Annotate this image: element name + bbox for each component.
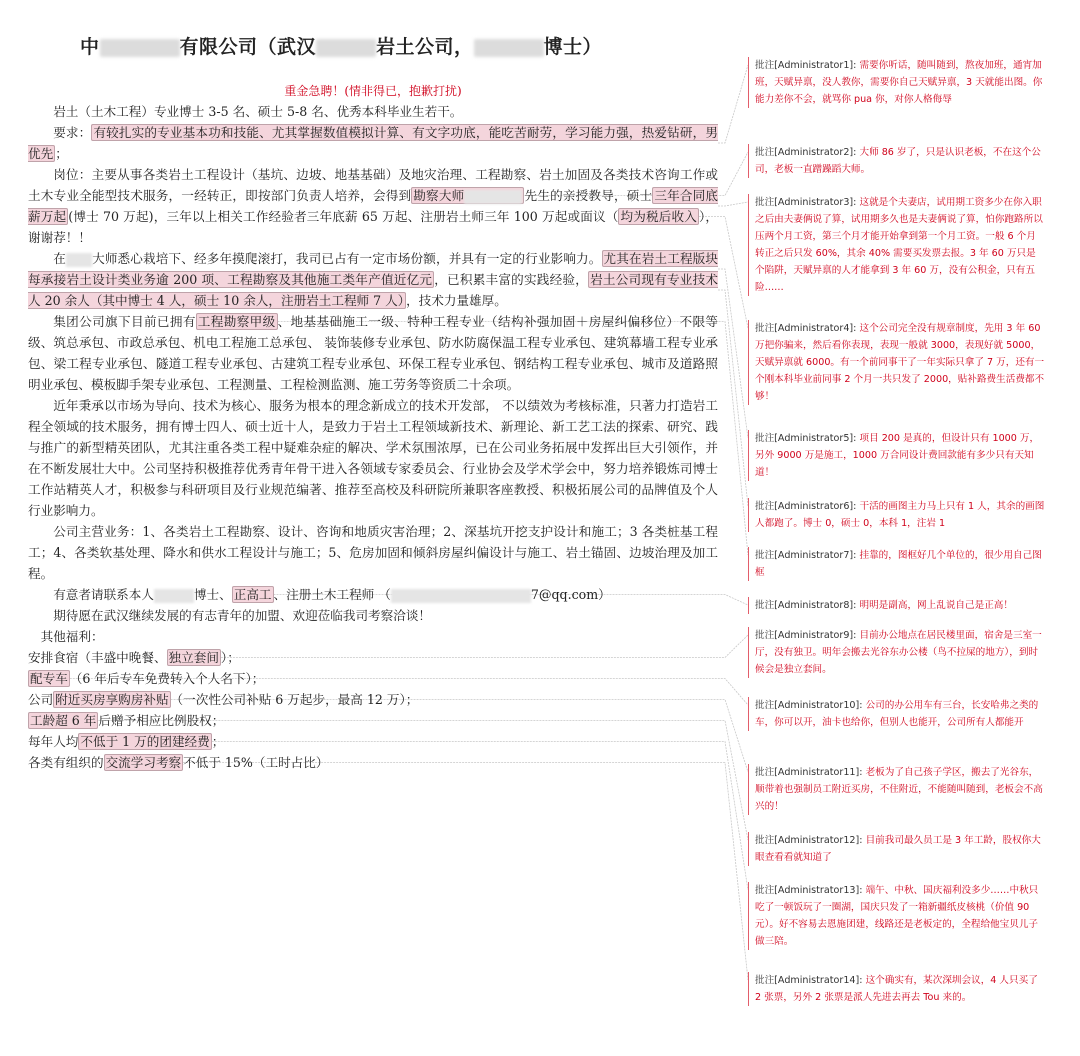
comment-author: 批注[Administrator3]: [755,197,857,208]
highlight-after-tax[interactable]: 均为税后收入 [620,209,697,224]
paragraph-benefits-heading: 其他福利： [40,629,104,644]
comment-text: 项目 200 是真的，但设计只有 1000 万，另外 9000 万是施工，1000 万合同设计费回款能有多少只有天知道！ [755,433,1040,478]
comment-author: 批注[Administrator4]: [755,323,857,334]
comment-author: 批注[Administrator12]: [755,835,863,846]
highlight-staff[interactable]: 岩土公司现有专业技术人 20 余人（其中博士 4 人，硕士 10 余人，注册岩土工程师 7 人） [28,272,719,308]
comment-text: 公司的办公用车有三台，长安哈弗之类的车，你可以开，油卡也给你，但别人也能开，公司所有人都能开 [755,700,1039,728]
comment-text: 大师 86 岁了，只是认识老板，不在这个公司，老板一直蹭躁蹈大师。 [755,147,1041,175]
comment-author: 批注[Administrator13]: [755,885,863,896]
highlight-study-trip[interactable]: 交流学习考察 [105,755,182,770]
comment-text: 这个确实有，某次深圳会议，4 人只买了 2 张票，另外 2 张票是派人先进去再去 Tou 来的。 [755,975,1038,1003]
connector-14 [183,763,748,981]
comment-3[interactable] [748,194,1045,296]
comment-14[interactable] [748,972,1045,1006]
connector-1 [718,65,748,143]
benefit-housing: 安排食宿（丰盛中晚餐、 独立套间 ）； [28,650,240,665]
highlight-teambuilding[interactable]: 不低于 1 万的团建经费 [80,734,210,749]
comment-author: 批注[Administrator11]: [755,767,863,778]
comment-6[interactable] [748,498,1045,532]
paragraph-qualifications: 集团公司旗下目前已拥有 工程勘察甲级 、地基基础施工一级、特种工程专业（结构补强加固＋房屋纠偏移位）不限等级、筑总承包、市政总承包、机电工程施工总承包、 装饰装修专业承包、防水防腐保温工程专业承包、建筑幕墙工程专业承包、梁工程专业承包、隧道工程专业承包、古建筑工程专业承包、环保工程专业承包、钢结构工程专业承包、城市及道路照明业承包、模板脚手架专业承包、工程测量、工程检测监测、施工劳务等资质二十余项。 [28,314,719,392]
comment-author: 批注[Administrator8]: [755,600,857,611]
benefit-equity: 工龄超 6 年 后赠予相应比例股权； [30,713,225,728]
comment-text: 目前办公地点在居民楼里面，宿舍是三室一厅，没有独卫。明年会搬去光谷东办公楼（鸟不拉屎的地方），到时候会是独立套间。 [755,630,1042,675]
highlight-projects[interactable]: 尤其在岩土工程版块每承接岩土设计类业务逾 200 项、工程勘察及其他施工类年产值近亿元 [28,251,719,287]
highlight-house-subsidy[interactable]: 附近买房享购房补贴 [55,692,169,707]
paragraph-history: 在 大师悉心栽培下、经多年摸爬滚打，我司已占有一定市场份额，并具有一定的行业影响力。 尤其在岩土工程版块每承接岩土设计类业务逾 200 项、工程勘察及其他施工类年产值近亿元 ，已积累丰富的实践经验， 岩土公司现有专业技术人 20 余人（其中博士 4 人，硕士 10 余人，注册岩土工程师 7 人） ，技术力量雄厚。 [28,251,719,308]
comment-author: 批注[Administrator7]: [755,550,857,561]
comment-text: 挂靠的，图框好几个单位的，很少用自己图框 [755,550,1042,578]
paragraph-positions: 岩土（土木工程）专业博士 3-5 名、硕士 5-8 名、优秀本科毕业生若干。 [53,104,463,119]
paragraph-contact: 有意者请联系本人 博士、 正高工 、注册土木工程师 （ 7@qq.com） [53,587,611,602]
comment-9[interactable] [748,627,1045,678]
comment-7[interactable] [748,547,1045,581]
highlight-master[interactable]: 勘察大师 [411,187,524,204]
highlight-senior-engineer[interactable]: 正高工 [233,587,272,602]
highlight-suite[interactable]: 独立套间 [168,650,219,665]
paragraph-rd: 近年秉承以市场为导向、技术为核心、服务为根本的理念新成立的技术开发部， 不以绩效为考核标准，只著力打造岩工程全领域的技术服务，拥有博士四人、硕士近十人，是致力于岩土工程领域新技术、新理论、新工艺工法的探索、研究、践与推广的新型精英团队，尤其注重各类工程中疑难杂症的解决、学术氛围浓厚，已在公司业务拓展中发挥出巨大引领作，并在不断发展壮大中。公司坚持积极推荐优秀青年骨干进入各领域专家委员会、行业协会及学术学会中，努力培养锻炼司博士工作站精英人才，积极参与科研项目及行业规范编著、推荐至高校及科研院所兼职客座教授、积极拓展公司的品牌值及个人行业影响力。 [28,398,718,518]
comment-12[interactable] [748,832,1045,866]
comment-text: 需要你听话，随叫随到，熬夜加班，通宵加班，天赋异禀，没人教你，需要你自己天赋异禀，3 天就能出图。你能力差你不会，就骂你 pua 你，对你人格侮辱 [755,60,1043,105]
comment-author: 批注[Administrator1]: [755,60,857,71]
highlight-seniority[interactable]: 工龄超 6 年 [30,713,97,728]
connector-5 [718,269,748,438]
highlight-car[interactable]: 配专车 [30,671,68,686]
comment-11[interactable] [748,764,1045,815]
comment-author: 批注[Administrator6]: [755,501,857,512]
comment-text: 端午、中秋、国庆福利没多少……中秋只吃了一顿饭玩了一圈湖，国庆只发了一箱新疆纸皮核桃（价值 90 元）。好不容易去恩施团建，线路还是老板定的，全程给他宝贝儿子做三陪。 [755,885,1039,947]
paragraph-business: 公司主营业务：1、各类岩土工程勘察、设计、咨询和地质灾害治理；2、深基坑开挖支护设计和施工；3 各类桩基工程工；4、各类软基处理、降水和供水工程设计与施工；5、危房加固和倾斜房屋纠偏设计与施工、岩土锚固、边坡治理及加工程。 [28,524,718,581]
comment-author: 批注[Administrator14]: [755,975,863,986]
benefit-house-subsidy: 公司 附近买房享购房补贴 （一次性公司补贴 6 万起步，最高 12 万）； [28,692,419,707]
subtitle: 重金急聘！(情非得已，抱歉打扰) [284,84,462,98]
comment-13[interactable] [748,882,1045,950]
comment-author: 批注[Administrator5]: [755,433,857,444]
benefit-car: 配专车 （6 年后专车免费转入个人名下）； [30,671,265,686]
comment-text: 这个公司完全没有规章制度，先用 3 年 60 万把你骗来，然后看你表现，表现一般就 3000，表现好就 5000，天赋异禀就 6000。有一个前同事干了一年实际只拿了 7 万，还有一个刚本科毕业前同事 2 个月一共只发了 2000，贴补路费生活费都不够！ [755,323,1045,402]
comment-5[interactable] [748,430,1045,481]
highlight-survey-grade[interactable]: 工程勘察甲级 [197,314,276,329]
comment-4[interactable] [748,320,1045,405]
comment-author: 批注[Administrator10]: [755,700,863,711]
comment-text: 干活的画图主力马上只有 1 人，其余的画图人都跑了。博士 0，硕士 0，本科 1，注岩 1 [755,501,1045,529]
comment-2[interactable] [748,144,1045,178]
comment-author: 批注[Administrator2]: [755,147,857,158]
connector-6 [718,290,748,506]
paragraph-requirements: 要求： 有较扎实的专业基本功和技能、尤其掌握数值模拟计算、有文字功底，能吃苦耐劳，学习能力强，热爱钻研，男优先 ； [28,125,719,161]
comment-author: 批注[Administrator9]: [755,630,857,641]
highlight-salary[interactable]: 三年合同底薪万起 [28,188,719,224]
comment-text: 目前我司最久员工是 3 年工龄，股权你大眼查看看就知道了 [755,835,1041,863]
connector-3 [718,202,748,206]
paragraph-welcome: 期待愿在武汉继续发展的有志青年的加盟、欢迎莅临我司考察洽谈！ [53,608,431,623]
comment-text: 老板为了自己孩子学区，搬去了光谷东，顺带着也强制员工附近买房，不住附近，不能随叫随到，老板会不高兴的！ [755,767,1043,812]
comment-1[interactable] [748,57,1045,108]
highlight-requirements[interactable]: 有较扎实的专业基本功和技能、尤其掌握数值模拟计算、有文字功底，能吃苦耐劳，学习能力强，热爱钻研，男优先 [28,125,719,161]
benefit-teambuilding: 每年人均 不低于 1 万的团建经费 ； [28,734,225,749]
benefit-study-trip: 各类有组织的 交流学习考察 不低于 15%（工时占比） [28,755,329,770]
page-title: 中 有限公司（武汉 岩土公司， 博士） [80,36,603,58]
comment-10[interactable] [748,697,1045,731]
comment-text: 这就是个夫妻店，试用期工资多少在你入职之后由夫妻俩说了算，试用期多久也是夫妻俩说了算，怕你跑路所以压两个月工资，第三个月才能开始拿到第一个月工资。一般 6 个月转正之后只发 60%，其余 40% 需要买发票去报。3 年 60 万只是个陷阱，天赋异禀的人才能拿到 3 年 60 万，没有公积金，只有五险…… [755,197,1043,293]
comment-text: 明明是副高，网上乱说自己是正高！ [856,600,1013,611]
paragraph-duties: 岗位：主要从事各类岩土工程设计（基坑、边坡、地基基础）及地灾治理、工程勘察、岩土加固及各类技术咨询工作或土木专业全能型技术服务，一经转正，即按部门负责人培养，会得到 勘察大师 先生的亲授教导，硕士 三年合同底薪万起 (博士 70 万起)，三年以上相关工作经验者三年底薪 65 万起、注册岩土师三年 100 万起或面议（ 均为税后收入 ），谢谢荐！！ [28,167,719,245]
comment-8[interactable] [748,597,1045,614]
document-body [28,32,718,773]
